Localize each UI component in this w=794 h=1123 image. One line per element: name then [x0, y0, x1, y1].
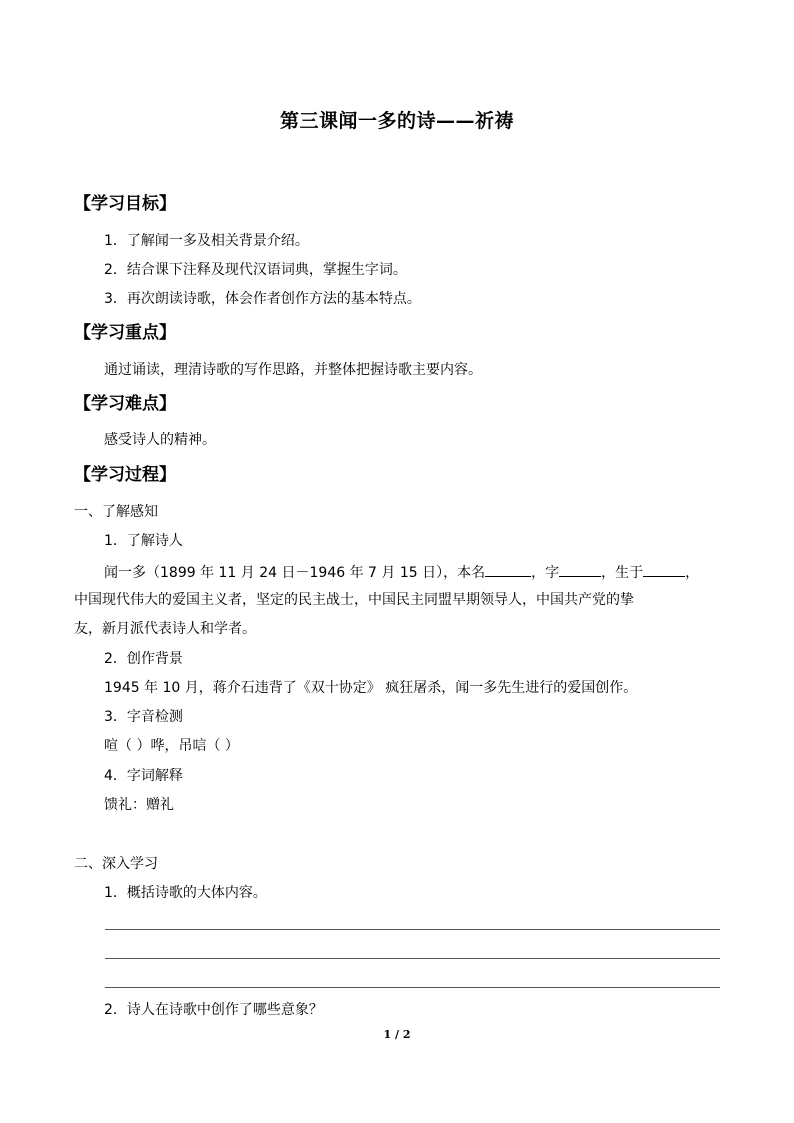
part1-sub1-title: 1．了解诗人: [104, 533, 183, 549]
poet-line-2: 中国现代伟大的爱国主义者，坚定的民主战士，中国民主同盟早期领导人，中国共产党的挚: [74, 592, 634, 608]
goal-item-2: 2．结合课下注释及现代汉语词典，掌握生字词。: [104, 262, 407, 278]
poet-line-1: [104, 562, 699, 582]
key-points-heading: 【学习重点】: [74, 323, 176, 343]
difficulties-heading: 【学习难点】: [74, 394, 176, 414]
part2-question-1: 1．概括诗歌的大体内容。: [104, 885, 267, 901]
page-number: 1 / 2: [383, 1028, 411, 1041]
answer-line-2[interactable]: [105, 958, 720, 959]
blank-birthplace[interactable]: [643, 562, 685, 577]
part1-sub4-title: 4．字词解释: [104, 768, 183, 784]
part1-sub3-title: 3．字音检测: [104, 709, 183, 725]
goal-item-3: 3．再次朗读诗歌，体会作者创作方法的基本特点。: [104, 291, 421, 307]
answer-line-1[interactable]: [105, 929, 720, 930]
page-title: 第三课闻一多的诗——祈祷: [279, 110, 514, 132]
definition-text: 馈礼：赠礼: [104, 797, 174, 813]
poet-line-1c: ，生于: [601, 565, 644, 581]
blank-courtesy-name[interactable]: [559, 562, 601, 577]
part2-title: 二、深入学习: [74, 856, 158, 872]
blank-original-name[interactable]: [485, 562, 531, 577]
poet-line-1a: 闻一多（1899 年 11 月 24 日－1946 年 7 月 15 日），本名: [104, 565, 486, 581]
background-text: 1945 年 10 月，蒋介石违背了《双十协定》 疯狂屠杀，闻一多先生进行的爱国创作。: [104, 680, 638, 696]
key-points-text: 通过诵读，理清诗歌的写作思路，并整体把握诗歌主要内容。: [104, 362, 482, 378]
goals-heading: 【学习目标】: [74, 194, 176, 214]
goal-item-1: 1．了解闻一多及相关背景介绍。: [104, 233, 309, 249]
difficulties-text: 感受诗人的精神。: [104, 432, 216, 448]
part1-title: 一、了解感知: [74, 504, 158, 520]
poet-line-1d: ，: [685, 565, 700, 581]
poet-line-3: 友，新月派代表诗人和学者。: [74, 621, 256, 637]
answer-line-3[interactable]: [105, 987, 720, 988]
process-heading: 【学习过程】: [74, 465, 176, 485]
poet-line-1b: ，字: [531, 565, 560, 581]
part1-sub2-title: 2．创作背景: [104, 651, 183, 667]
pronunciation-text: 喧（ ）哗，吊唁（ ）: [104, 738, 239, 754]
part2-question-2: 2．诗人在诗歌中创作了哪些意象？: [104, 1002, 323, 1018]
